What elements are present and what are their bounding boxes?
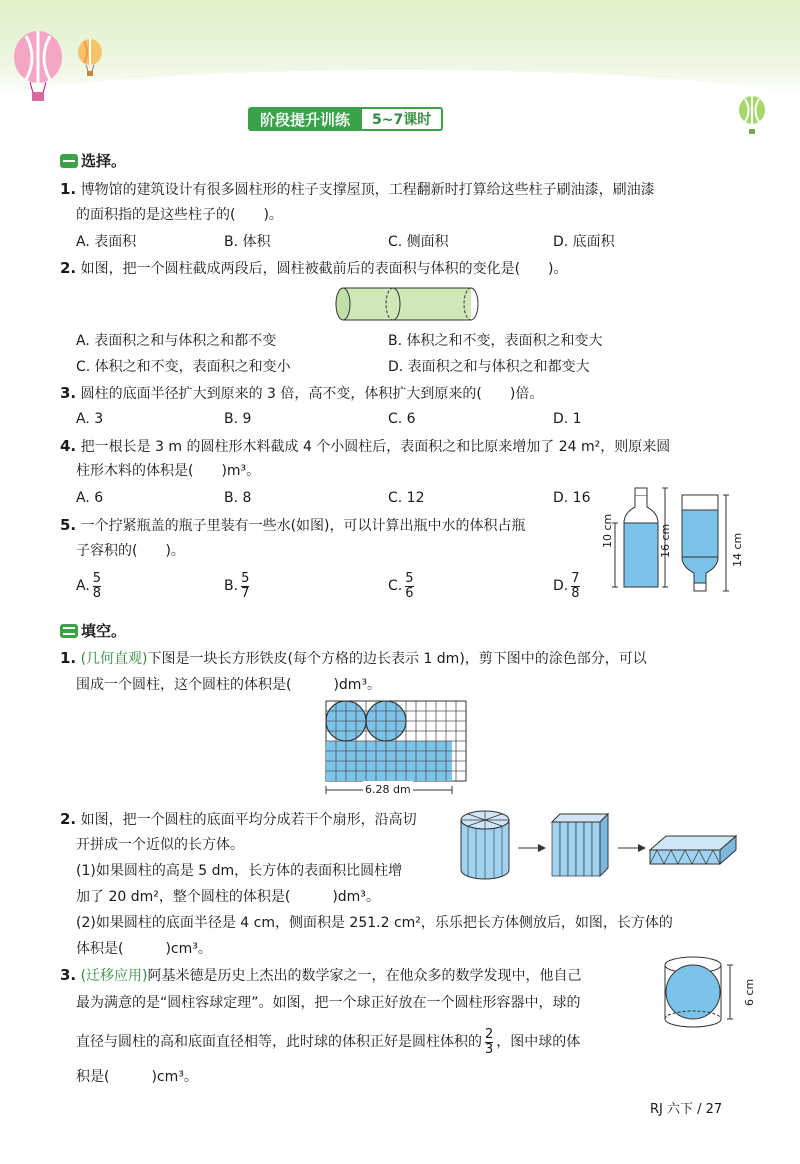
option-letter: D.: [553, 578, 569, 594]
fraction: [405, 572, 413, 601]
bottle-label-10cm: 10 cm: [601, 513, 614, 548]
q-tag: (迁移应用): [80, 968, 148, 984]
denominator: 7: [241, 585, 250, 601]
choice-q1-line2: 的面积指的是这些柱子的( )。: [76, 207, 283, 223]
stage-title: [248, 107, 443, 131]
option-d[interactable]: D. 16: [553, 490, 591, 506]
q-text: 一个拧紧瓶盖的瓶子里装有一些水(如图)，可以计算出瓶中水的体积占瓶: [80, 518, 526, 534]
option-d[interactable]: [553, 568, 580, 604]
option-a[interactable]: A. 表面积之和与体积之和都不变: [76, 333, 277, 349]
cylinder-height-label: 6 cm: [743, 978, 756, 1006]
option-a[interactable]: A. 3: [76, 411, 104, 427]
option-b[interactable]: B. 9: [224, 411, 252, 427]
fill-q2-line2: 开拼成一个近似的长方体。: [76, 837, 244, 853]
option-a[interactable]: A. 表面积: [76, 234, 137, 250]
q-text: 下图是一块长方形铁皮(每个方格的边长表示 1 dm)，剪下图中的涂色部分，可以: [147, 651, 647, 667]
fraction: [571, 572, 579, 601]
denominator: 8: [571, 585, 580, 601]
bottles-figure: [600, 485, 750, 605]
fill-q1-line1: [60, 649, 647, 668]
fill-q2-sub1-line2: 加了 20 dm²，整个圆柱的体积是( )dm³。: [76, 889, 380, 905]
fill-q3-line1: [60, 966, 582, 985]
q-text: 把一根长是 3 m 的圆柱形木料截成 4 个小圆柱后，表面积之和比原来增加了 24 m²，则原来圆: [80, 439, 671, 455]
fill-q2-line1: [60, 810, 417, 829]
q-text: 如图，把一个圆柱的底面平均分成若干个扇形，沿高切: [80, 812, 417, 828]
fill-q2-sub2-line2: 体积是( )cm³。: [76, 941, 212, 957]
section-fill-label: 填空。: [81, 622, 127, 640]
q-number: 3.: [60, 384, 77, 402]
numerator: 7: [571, 570, 580, 586]
balloon-small-icon: [74, 38, 106, 78]
fraction: [485, 1028, 493, 1057]
option-d[interactable]: D. 表面积之和与体积之和都变大: [388, 359, 590, 375]
bottle-label-14cm: 14 cm: [731, 532, 744, 567]
q-tag: (几何直观): [80, 651, 148, 667]
option-d[interactable]: D. 底面积: [553, 234, 615, 250]
section-choice-label: 选择。: [81, 152, 127, 170]
q-text: 圆柱的底面半径扩大到原来的 3 倍，高不变，体积扩大到原来的( )倍。: [80, 386, 544, 402]
q-text: ，图中球的体: [496, 1034, 581, 1050]
option-b[interactable]: B. 8: [224, 490, 252, 506]
denominator: 6: [405, 585, 414, 601]
balloon-large-icon: [8, 30, 68, 105]
cut-cylinder-figure: [335, 285, 480, 323]
numerator: 5: [241, 570, 250, 586]
option-c[interactable]: C. 12: [388, 490, 425, 506]
section-choice-heading: [60, 152, 126, 170]
option-letter: A.: [76, 578, 90, 594]
option-c[interactable]: C. 6: [388, 411, 416, 427]
q-number: 4.: [60, 437, 77, 455]
choice-q5-line1: [60, 516, 526, 535]
choice-q1-line1: [60, 180, 655, 199]
cylinder-to-cuboid-figure: [460, 808, 750, 883]
denominator: 3: [485, 1041, 494, 1057]
sphere-in-cylinder-figure: [660, 955, 740, 1030]
q-number: 2.: [60, 810, 77, 828]
numerator: 5: [405, 570, 414, 586]
grid-length-label: 6.28 dm: [363, 781, 413, 799]
option-c[interactable]: [388, 568, 414, 604]
option-a[interactable]: [76, 568, 101, 604]
q-number: 1.: [60, 649, 77, 667]
option-a[interactable]: A. 6: [76, 490, 104, 506]
bottle-label-16cm: 16 cm: [659, 523, 672, 558]
section-fill-heading: [60, 622, 126, 640]
choice-q2-line1: [60, 259, 568, 278]
choice-q3-line1: [60, 384, 543, 403]
numerator: 2: [485, 1026, 494, 1042]
choice-q4-line2: 柱形木料的体积是( )m³。: [76, 463, 261, 479]
numerator: 5: [92, 570, 102, 586]
fraction: [241, 572, 249, 601]
fill-q2-sub1-line1: (1)如果圆柱的高是 5 dm，长方体的表面积比圆柱增: [76, 863, 403, 879]
fill-q2-sub2-line1: (2)如果圆柱的底面半径是 4 cm，侧面积是 251.2 cm²，乐乐把长方体侧放后，如图，长方体的: [76, 915, 673, 931]
balloon-green-icon: [735, 95, 769, 137]
option-b[interactable]: B. 体积之和不变，表面积之和变大: [388, 333, 603, 349]
page-number: RJ 六下 / 27: [650, 1102, 723, 1117]
fill-q3-line4: 积是( )cm³。: [76, 1069, 198, 1085]
q-text: 博物馆的建筑设计有很多圆柱形的柱子支撑屋顶，工程翻新时打算给这些柱子刷油漆，刷油漆: [80, 182, 655, 198]
q-text: 直径与圆柱的高和底面直径相等，此时球的体积正好是圆柱体积的: [76, 1034, 482, 1050]
q-number: 5.: [60, 516, 77, 534]
fill-q3-line2: 最为满意的是“圆柱容球定理”。如图，把一个球正好放在一个圆柱形容器中，球的: [76, 995, 581, 1011]
q-text: 如图，把一个圆柱截成两段后，圆柱被截前后的表面积与体积的变化是( )。: [80, 261, 568, 277]
q-text: 阿基米德是历史上杰出的数学家之一，在他众多的数学发现中，他自己: [147, 968, 582, 984]
option-b[interactable]: B. 体积: [224, 234, 271, 250]
option-letter: B.: [224, 578, 239, 594]
choice-q5-line2: 子容积的( )。: [76, 543, 185, 559]
option-letter: C.: [388, 578, 403, 594]
fraction: [93, 572, 101, 601]
q-number: 2.: [60, 259, 77, 277]
choice-q4-line1: [60, 437, 670, 456]
fill-q3-line3: [76, 1024, 580, 1060]
q-number: 3.: [60, 966, 77, 984]
option-c[interactable]: C. 体积之和不变，表面积之和变小: [76, 359, 291, 375]
q-number: 1.: [60, 180, 77, 198]
denominator: 8: [92, 585, 102, 601]
stage-title-main: 阶段提升训练: [248, 107, 362, 131]
option-d[interactable]: D. 1: [553, 411, 582, 427]
fill-q1-line2: 围成一个圆柱，这个圆柱的体积是( )dm³。: [76, 677, 382, 693]
option-b[interactable]: [224, 568, 249, 604]
option-c[interactable]: C. 侧面积: [388, 234, 449, 250]
section-two-icon: [60, 624, 78, 638]
section-one-icon: [60, 154, 78, 168]
stage-title-lessons: 5~7课时: [362, 107, 443, 131]
